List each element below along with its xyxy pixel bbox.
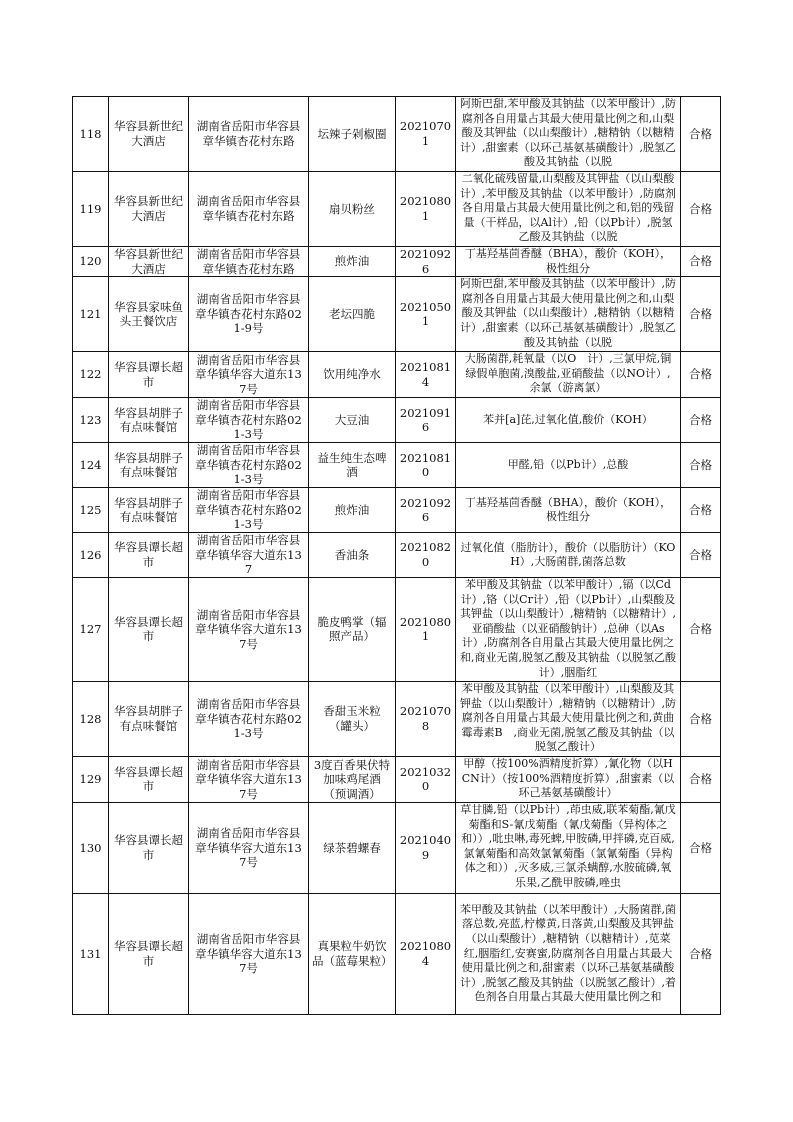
sample-name: 大豆油 — [309, 398, 396, 443]
sample-name: 脆皮鸭掌（辐照产品） — [309, 577, 396, 681]
sample-name: 3度百香果伏特加味鸡尾酒（预调酒） — [309, 756, 396, 802]
test-items: 二氧化硫残留量,山梨酸及其钾盐（以山梨酸计）,苯甲酸及其钠盐（以苯甲酸计）,防腐剂各自用量占其最大使用量比例之和,铝的残留量（干样品，以Al计）,铅（以Pb计）,脱氢乙酸及其钠盐（以脱 — [460, 172, 676, 244]
table-row — [73, 97, 721, 172]
sample-name: 香油条 — [309, 533, 396, 578]
unit-address: 湖南省岳阳市华容县章华镇杏花村东路021-3号 — [189, 681, 309, 756]
row-number: 120 — [73, 247, 109, 277]
inspection-results-table — [72, 96, 721, 1015]
row-number: 131 — [73, 893, 109, 1014]
row-number: 118 — [73, 97, 109, 172]
unit-address: 湖南省岳阳市华容县章华镇华容大道东137号 — [189, 756, 309, 802]
row-number: 129 — [73, 756, 109, 802]
test-items: 甲醛,铅（以Pb计）,总酸 — [507, 457, 629, 471]
result-label: 合格 — [681, 893, 721, 1014]
production-date: 20210804 — [396, 893, 456, 1014]
row-number: 124 — [73, 443, 109, 488]
test-items: 大肠菌群,耗氧量（以O 计）,三氯甲烷,铜绿假单胞菌,溴酸盐,亚硝酸盐（以NO计）,余氯（游离氯） — [464, 352, 672, 395]
unit-name: 华容县新世纪大酒店 — [109, 247, 189, 277]
unit-name: 华容县胡胖子有点味餐馆 — [109, 443, 189, 488]
row-number: 122 — [73, 352, 109, 398]
test-items: 阿斯巴甜,苯甲酸及其钠盐（以苯甲酸计）,防腐剂各自用量占其最大使用量比例之和,山梨酸及其钾盐（以山梨酸计）,糖精钠（以糖精计）,甜蜜素（以环己基氨基磺酸计）,脱氢乙酸及其钠盐（以脱 — [460, 277, 676, 349]
production-date: 20210926 — [396, 247, 456, 277]
unit-name: 华容县胡胖子有点味餐馆 — [109, 398, 189, 443]
result-label: 合格 — [681, 172, 721, 247]
table-row — [73, 577, 721, 681]
row-number: 127 — [73, 577, 109, 681]
production-date: 20210801 — [396, 172, 456, 247]
test-items: 苯甲酸及其钠盐（以苯甲酸计）,大肠菌群,菌落总数,亮蓝,柠檬黄,日落黄,山梨酸及其钾盐（以山梨酸计）,糖精钠（以糖精计）,苋菜红,胭脂红,安赛蜜,防腐剂各自用量占其最大使用量比例之和,甜蜜素（以环己基氨基磺酸计）,脱氢乙酸及其钠盐（以脱氢乙酸计）,着色剂各自用量占其最大使用量比例之和 — [460, 902, 676, 1004]
unit-address: 湖南省岳阳市华容县章华镇华容大道东137 — [189, 533, 309, 578]
result-label: 合格 — [681, 97, 721, 172]
unit-name: 华容县胡胖子有点味餐馆 — [109, 681, 189, 756]
production-date: 20210409 — [396, 802, 456, 893]
test-items: 丁基羟基茴香醚（BHA），酸价（KOH），极性组分 — [464, 495, 672, 524]
table-row — [73, 247, 721, 277]
sample-name: 煎炸油 — [309, 488, 396, 533]
result-label: 合格 — [681, 277, 721, 352]
test-items: 苯甲酸及其钠盐（以苯甲酸计）,山梨酸及其钾盐（以山梨酸计）,糖精钠（以糖精计）,防腐剂各自用量占其最大使用量比例之和,黄曲霉毒素B ,商业无菌,脱氢乙酸及其钠盐（以脱氢乙酸计） — [460, 681, 676, 754]
result-label: 合格 — [681, 533, 721, 578]
production-date: 20210810 — [396, 443, 456, 488]
unit-name: 华容县谭长超市 — [109, 577, 189, 681]
table-row — [73, 488, 721, 533]
result-label: 合格 — [681, 681, 721, 756]
row-number: 119 — [73, 172, 109, 247]
result-label: 合格 — [681, 577, 721, 681]
table-row — [73, 172, 721, 247]
production-date: 20210801 — [396, 577, 456, 681]
table-row — [73, 681, 721, 756]
unit-name: 华容县谭长超市 — [109, 352, 189, 398]
test-items: 草甘膦,铅（以Pb计）,茚虫威,联苯菊酯,氰戊菊酯和S-氰戊菊酯（氰戊菊酯（异构体之和））,吡虫啉,毒死蜱,甲胺磷,甲拌磷,克百威,氯氰菊酯和高效氯氰菊酯（氯氰菊酯（异构体之和））,灭多威,三氯杀螨醇,水胺硫磷,氧乐果,乙酰甲胺磷,唑虫 — [460, 802, 676, 889]
sample-name: 真果粒牛奶饮品（蓝莓果粒） — [309, 893, 396, 1014]
test-items: 丁基羟基茴香醚（BHA），酸价（KOH），极性组分 — [464, 247, 672, 275]
sample-name: 煎炸油 — [309, 247, 396, 277]
sample-name: 绿茶碧螺春 — [309, 802, 396, 893]
unit-name: 华容县家味鱼头王餐饮店 — [109, 277, 189, 352]
production-date: 20210926 — [396, 488, 456, 533]
unit-address: 湖南省岳阳市华容县章华镇杏花村东路 — [189, 247, 309, 277]
table-row — [73, 398, 721, 443]
unit-address: 湖南省岳阳市华容县章华镇杏花村东路021-3号 — [189, 398, 309, 443]
row-number: 130 — [73, 802, 109, 893]
result-label: 合格 — [681, 352, 721, 398]
table-row — [73, 277, 721, 352]
unit-name: 华容县新世纪大酒店 — [109, 172, 189, 247]
row-number: 123 — [73, 398, 109, 443]
table-row — [73, 802, 721, 893]
unit-name: 华容县谭长超市 — [109, 756, 189, 802]
unit-name: 华容县谭长超市 — [109, 893, 189, 1014]
result-label: 合格 — [681, 756, 721, 802]
row-number: 128 — [73, 681, 109, 756]
test-items: 苯甲酸及其钠盐（以苯甲酸计）,镉（以Cd计）,铬（以Cr计）,铅（以Pb计）,山梨酸及其钾盐（以山梨酸计）,糖精钠（以糖精计）,亚硝酸盐（以亚硝酸钠计）,总砷（以As计）,防腐剂各自用量占其最大使用量比例之和,商业无菌,脱氢乙酸及其钠盐（以脱氢乙酸计）,胭脂红 — [460, 577, 676, 679]
unit-name: 华容县胡胖子有点味餐馆 — [109, 488, 189, 533]
unit-name: 华容县谭长超市 — [109, 802, 189, 893]
row-number: 125 — [73, 488, 109, 533]
unit-address: 湖南省岳阳市华容县章华镇杏花村东路021-9号 — [189, 277, 309, 352]
production-date: 20210820 — [396, 533, 456, 578]
table-row — [73, 533, 721, 578]
sample-name: 香甜玉米粒（罐头） — [309, 681, 396, 756]
test-items: 过氧化值（脂肪计），酸价（以脂肪计）（KOH）,大肠菌群,菌落总数 — [460, 540, 676, 569]
result-label: 合格 — [681, 802, 721, 893]
unit-address: 湖南省岳阳市华容县章华镇杏花村东路021-3号 — [189, 488, 309, 533]
test-items: 苯并[a]芘,过氧化值,酸价（KOH） — [483, 412, 653, 426]
sample-name: 坛辣子剁椒圈 — [309, 97, 396, 172]
test-items: 甲醇（按100%酒精度折算）,氰化物（以HCN计）（按100%酒精度折算）,甜蜜素（以环己基氨基磺酸计） — [461, 756, 675, 800]
table-row — [73, 443, 721, 488]
row-number: 126 — [73, 533, 109, 578]
result-label: 合格 — [681, 488, 721, 533]
unit-address: 湖南省岳阳市华容县章华镇杏花村东路021-3号 — [189, 443, 309, 488]
production-date: 20210814 — [396, 352, 456, 398]
production-date: 20210501 — [396, 277, 456, 352]
production-date: 20210916 — [396, 398, 456, 443]
sample-name: 扇贝粉丝 — [309, 172, 396, 247]
unit-address: 湖南省岳阳市华容县章华镇杏花村东路 — [189, 172, 309, 247]
sample-name: 老坛四脆 — [309, 277, 396, 352]
unit-address: 湖南省岳阳市华容县章华镇华容大道东137号 — [189, 577, 309, 681]
production-date: 20210320 — [396, 756, 456, 802]
result-label: 合格 — [681, 443, 721, 488]
unit-name: 华容县新世纪大酒店 — [109, 97, 189, 172]
sample-name: 益生纯生态啤酒 — [309, 443, 396, 488]
production-date: 20210701 — [396, 97, 456, 172]
unit-name: 华容县谭长超市 — [109, 533, 189, 578]
table-row — [73, 756, 721, 802]
production-date: 20210708 — [396, 681, 456, 756]
sample-name: 饮用纯净水 — [309, 352, 396, 398]
unit-address: 湖南省岳阳市华容县章华镇杏花村东路 — [189, 97, 309, 172]
table-row — [73, 352, 721, 398]
result-label: 合格 — [681, 247, 721, 277]
unit-address: 湖南省岳阳市华容县章华镇华容大道东137号 — [189, 893, 309, 1014]
table-row — [73, 893, 721, 1014]
result-label: 合格 — [681, 398, 721, 443]
row-number: 121 — [73, 277, 109, 352]
unit-address: 湖南省岳阳市华容县章华镇华容大道东137号 — [189, 802, 309, 893]
unit-address: 湖南省岳阳市华容县章华镇华容大道东137号 — [189, 352, 309, 398]
inspection-results-sheet — [72, 96, 720, 1015]
test-items: 阿斯巴甜,苯甲酸及其钠盐（以苯甲酸计）,防腐剂各自用量占其最大使用量比例之和,山梨酸及其钾盐（以山梨酸计）,糖精钠（以糖精计）,甜蜜素（以环己基氨基磺酸计）,脱氢乙酸及其钠盐（以脱 — [460, 97, 676, 169]
